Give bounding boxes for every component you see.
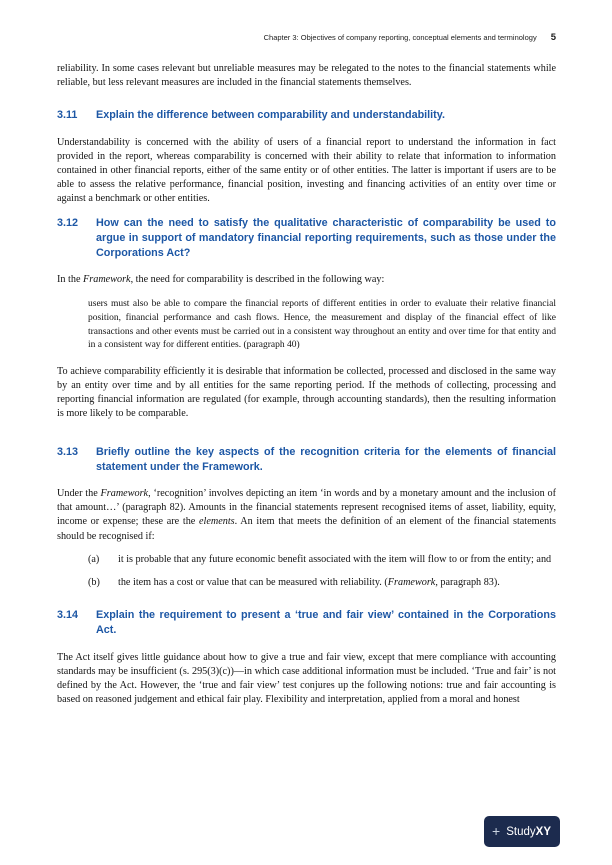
emphasized-text: elements bbox=[198, 516, 235, 528]
paragraph-text: , paragraph 83). bbox=[435, 577, 500, 589]
plus-icon: + bbox=[492, 823, 501, 839]
studyxy-logo bbox=[484, 816, 560, 847]
list-item-text bbox=[118, 576, 556, 590]
recognition-criteria-list bbox=[57, 553, 556, 590]
answer-paragraph: To achieve comparability efficiently it is desirable that information be collected, processed and disclosed in the same way by an entity over time and by all entities for the same reporting period. If the methods of collecting, processing and reporting financial information are regulated (for example, through accounting standards), then the resulting information is more likely to be comparable. bbox=[57, 365, 556, 420]
paragraph-text: the item has a cost or value that can be measured with reliability. ( bbox=[118, 577, 388, 589]
question-title: Explain the difference between comparability and understandability. bbox=[96, 109, 445, 122]
list-item-text: it is probable that any future economic benefit associated with the item will flow to or from the entity; and bbox=[118, 553, 552, 565]
logo-wordmark bbox=[506, 822, 551, 840]
emphasized-text: Framework bbox=[387, 577, 436, 589]
logo-text-study: Study bbox=[506, 826, 536, 838]
page-header bbox=[57, 32, 556, 43]
question-heading-3-12 bbox=[57, 216, 556, 262]
answer-paragraph: The Act itself gives little guidance about how to give a true and fair view, except that mere compliance with accounting standards may be insufficient (s. 295(3)(c))—in which case additional information must be included. ‘True and fair’ is not defined by the Act. However, the ‘true and fair view’ test conjures up the following notions: true and fair accounting is based on reasoned judgement and ethical fair play. Flexibility and interpretation, applied from a moral and honest bbox=[57, 651, 556, 706]
question-heading-3-14 bbox=[57, 608, 556, 638]
question-title: Briefly outline the key aspects of the recognition criteria for the elements of financial statement under the Framework. bbox=[96, 445, 556, 473]
paragraph-text: In the bbox=[57, 274, 84, 286]
paragraph-text: , ‘recognition’ involves depicting an item ‘in words and by a monetary amount and the inclusion of that amount…’ (paragraph 82). Amounts in the financial statements represent recognised items of asset, liability, equity, income or expense; these are the bbox=[57, 488, 556, 528]
question-title: Explain the requirement to present a ‘true and fair view’ contained in the Corporations Act. bbox=[96, 609, 556, 637]
framework-quote: users must also be able to compare the financial reports of different entities in order to evaluate their relative financial position, financial performance and cash flows. Hence, the measurement and display of the financial effect of like transactions and other events must be carried out in a consistent way throughout an entity and over time for that entity and in a consistent way for different entities. (paragraph 40) bbox=[88, 299, 556, 351]
emphasized-text: Framework bbox=[83, 274, 131, 286]
paragraph-text: , the need for comparability is described in the following way: bbox=[130, 274, 385, 286]
question-number: 3.13 bbox=[57, 445, 79, 458]
question-number: 3.12 bbox=[57, 216, 79, 229]
answer-paragraph bbox=[57, 273, 556, 287]
list-marker: (a) bbox=[88, 553, 100, 565]
page-number: 5 bbox=[550, 32, 556, 43]
question-heading-3-11 bbox=[57, 108, 556, 123]
answer-paragraph: Understandability is concerned with the ability of users of a financial report to understand the information in fact provided in the report, whereas comparability is concerned with their ability to relate that information to information contained in other financial reports, either of the same entity or of other entities. The latter is important if users are to be able to assess the relative performance, financial position, investing and financing activities of an entity over time or against a benchmark or other entities. bbox=[57, 136, 556, 205]
continuation-paragraph: reliability. In some cases relevant but unreliable measures may be relegated to the notes to the financial statements while reliable, but less relevant measures are included in the financial statements themselves. bbox=[57, 63, 556, 89]
answer-paragraph bbox=[57, 487, 556, 544]
question-title: How can the need to satisfy the qualitative characteristic of comparability be used to argue in support of mandatory financial reporting requirements, such as those under the Corporations Act? bbox=[96, 216, 556, 260]
question-heading-3-13 bbox=[57, 445, 556, 475]
chapter-title: Chapter 3: Objectives of company reporting, conceptual elements and terminology bbox=[263, 33, 537, 42]
logo-text-xy: XY bbox=[535, 826, 551, 838]
list-item bbox=[88, 576, 556, 590]
paragraph-text: . An item that meets the definition of an element of the financial statements should be recognised if: bbox=[57, 516, 556, 542]
question-number: 3.11 bbox=[57, 109, 78, 122]
paragraph-text: Under the bbox=[57, 488, 101, 500]
emphasized-text: Framework bbox=[100, 488, 149, 500]
list-item bbox=[88, 553, 556, 567]
question-number: 3.14 bbox=[57, 609, 79, 622]
list-marker: (b) bbox=[88, 577, 100, 589]
